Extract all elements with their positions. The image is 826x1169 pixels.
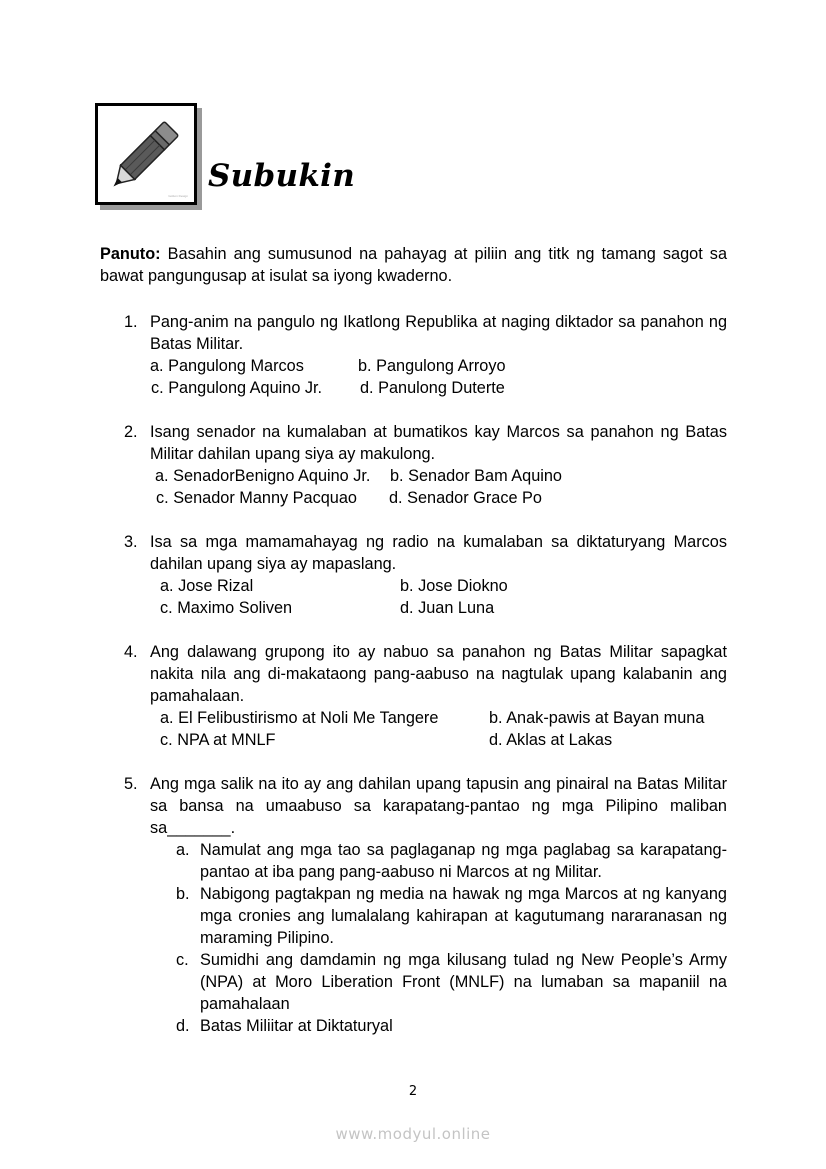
- question-stem: Ang dalawang grupong ito ay nabuo sa panahon ng Batas Militar sapagkat nakita nila ang di-makataong pang-aabuso na nagtulak upang kalabanin ang pamahalaan.: [150, 643, 727, 705]
- question-number: 4.: [124, 643, 138, 661]
- choice-c: c. Senador Manny Pacquao: [156, 489, 357, 507]
- choice-c: c. NPA at MNLF: [160, 731, 276, 749]
- choice-b: b. Jose Diokno: [400, 577, 508, 595]
- choice-d: [176, 1015, 727, 1037]
- choice-d: d. Juan Luna: [400, 599, 495, 617]
- question-number: 1.: [124, 313, 138, 331]
- pencil-icon-box: [95, 103, 197, 205]
- choice-d: d. Aklas at Lakas: [489, 731, 613, 749]
- instructions-label: Panuto:: [100, 245, 161, 263]
- choice-a: a. Pangulong Marcos: [150, 357, 304, 375]
- question-2: [124, 421, 727, 509]
- choice-text: Sumidhi ang damdamin ng mga kilusang tulad ng New People’s Army (NPA) at Moro Liberation Front (MNLF) na lumaban sa mapaniil na pamahalaan: [200, 951, 727, 1013]
- question-1: [124, 311, 727, 399]
- instructions-text: Basahin ang sumusunod na pahayag at piliin ang titk ng tamang sagot sa bawat pangungusap at isulat sa iyong kwaderno.: [100, 245, 727, 285]
- choice-letter: d.: [176, 1017, 190, 1035]
- choice-d: d. Senador Grace Po: [389, 489, 542, 507]
- question-stem: Isa sa mga mamamahayag ng radio na kumalaban sa diktaturyang Marcos dahilan upang siya ay mapaslang.: [150, 533, 727, 573]
- choice-b: b. Pangulong Arroyo: [358, 357, 506, 375]
- choice-b: [176, 883, 727, 949]
- choice-text: Nabigong pagtakpan ng media na hawak ng mga Marcos at ng kanyang mga cronies ang lumalalang kahirapan at kagutumang nararanasan ng maraming Pilipino.: [200, 885, 727, 947]
- choice-b: b. Senador Bam Aquino: [390, 467, 562, 485]
- question-number: 3.: [124, 533, 138, 551]
- question-stem: Isang senador na kumalaban at bumatikos kay Marcos sa panahon ng Batas Militar dahilan upang siya ay makulong.: [150, 423, 727, 463]
- choice-a: a. Jose Rizal: [160, 577, 254, 595]
- watermark: www.modyul.online: [335, 1125, 491, 1143]
- choice-c: [176, 949, 727, 1015]
- section-title: Subukin: [208, 158, 356, 194]
- choice-a: [176, 839, 727, 883]
- choices: [124, 355, 727, 399]
- pencil-icon: [98, 106, 194, 202]
- choice-letter: a.: [176, 841, 190, 859]
- icon-credit: Gollum Design: [168, 194, 188, 198]
- choice-text: Namulat ang mga tao sa paglaganap ng mga paglabag sa karapatang-pantao at iba pang pang-aabuso ni Marcos at ng Militar.: [200, 841, 727, 881]
- choices: [124, 465, 727, 509]
- choices: [124, 707, 727, 751]
- choice-letter: c.: [176, 951, 189, 969]
- question-number: 2.: [124, 423, 138, 441]
- question-stem: Pang-anim na pangulo ng Ikatlong Republika at naging diktador sa panahon ng Batas Militar.: [150, 313, 727, 353]
- question-number: 5.: [124, 775, 138, 793]
- question-stem: Ang mga salik na ito ay ang dahilan upang tapusin ang pinairal na Batas Militar sa bansa na umaabuso sa karapatang-pantao ng mga Pilipino maliban sa_______.: [150, 775, 727, 837]
- question-3: [124, 531, 727, 619]
- choice-b: b. Anak-pawis at Bayan muna: [489, 709, 705, 727]
- question-5: [124, 773, 727, 1037]
- choice-c: c. Maximo Soliven: [160, 599, 293, 617]
- question-4: [124, 641, 727, 751]
- choice-text: Batas Miliitar at Diktaturyal: [200, 1017, 393, 1035]
- choices: [124, 575, 727, 619]
- choice-c: c. Pangulong Aquino Jr.: [151, 379, 323, 397]
- choice-a: a. SenadorBenigno Aquino Jr.: [155, 467, 371, 485]
- choice-a: a. El Felibustirismo at Noli Me Tangere: [160, 709, 439, 727]
- choice-letter: b.: [176, 885, 190, 903]
- instructions: [100, 243, 727, 287]
- choice-d: d. Panulong Duterte: [360, 379, 505, 397]
- page-number: 2: [408, 1084, 418, 1099]
